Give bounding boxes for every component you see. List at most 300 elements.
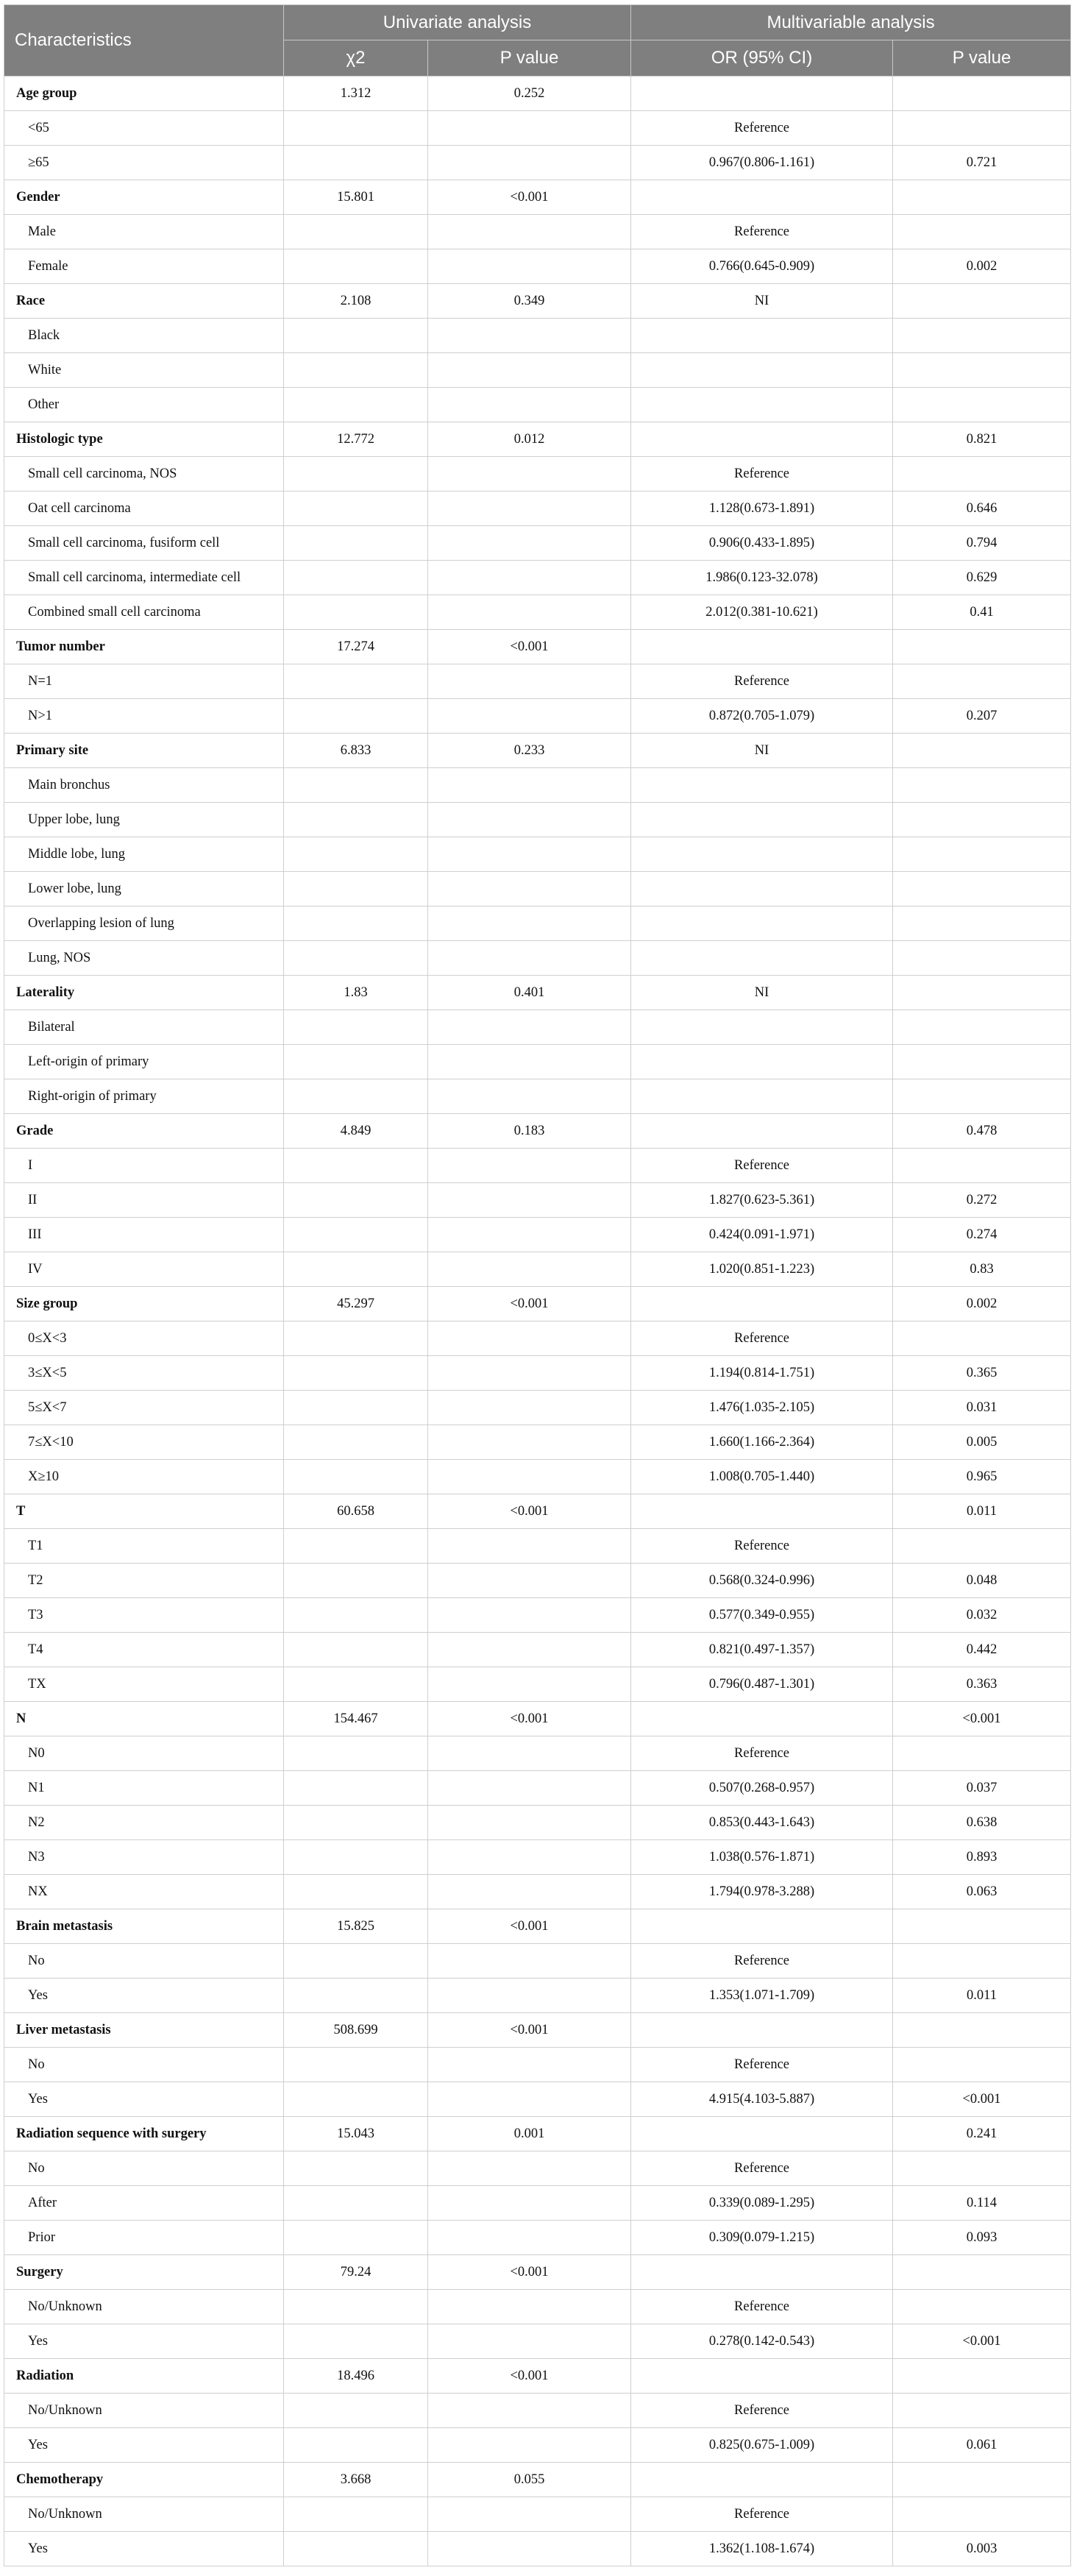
cell-characteristic: Lower lobe, lung [4, 872, 284, 906]
cell-p-value-univariate [428, 1944, 631, 1979]
cell-characteristic: Liver metastasis [4, 2013, 284, 2048]
cell-p-value-multivariable: 0.365 [893, 1356, 1071, 1391]
cell-characteristic: N=1 [4, 664, 284, 699]
cell-p-value-univariate [428, 2186, 631, 2221]
cell-p-value-multivariable: 0.965 [893, 1460, 1071, 1494]
header-multivariable: Multivariable analysis [631, 5, 1071, 40]
cell-p-value-univariate [428, 837, 631, 872]
cell-or-ci [631, 77, 893, 111]
cell-or-ci: 0.278(0.142-0.543) [631, 2324, 893, 2359]
cell-p-value-multivariable [893, 2497, 1071, 2532]
table-row-variable [4, 284, 1071, 319]
table-row-category [4, 803, 1071, 837]
cell-chi2 [284, 941, 428, 976]
cell-or-ci: 1.008(0.705-1.440) [631, 1460, 893, 1494]
cell-p-value-univariate: 0.055 [428, 2463, 631, 2497]
cell-p-value-multivariable: <0.001 [893, 2324, 1071, 2359]
cell-or-ci: 0.796(0.487-1.301) [631, 1667, 893, 1702]
table-row-variable [4, 2255, 1071, 2290]
cell-chi2 [284, 561, 428, 595]
cell-p-value-univariate [428, 1149, 631, 1183]
cell-p-value-univariate [428, 1045, 631, 1079]
cell-chi2 [284, 215, 428, 249]
cell-chi2 [284, 1079, 428, 1114]
cell-p-value-univariate: <0.001 [428, 630, 631, 664]
table-row-variable [4, 2117, 1071, 2151]
cell-or-ci [631, 353, 893, 388]
cell-p-value-univariate [428, 526, 631, 561]
cell-p-value-univariate: 0.233 [428, 734, 631, 768]
cell-chi2 [284, 1598, 428, 1633]
cell-p-value-multivariable: 0.011 [893, 1494, 1071, 1529]
cell-or-ci: Reference [631, 2394, 893, 2428]
table-row-variable [4, 1287, 1071, 1321]
cell-chi2 [284, 699, 428, 734]
table-row-category [4, 1218, 1071, 1252]
cell-or-ci: 2.012(0.381-10.621) [631, 595, 893, 630]
cell-p-value-multivariable [893, 976, 1071, 1010]
cell-or-ci: 0.906(0.433-1.895) [631, 526, 893, 561]
cell-chi2 [284, 595, 428, 630]
cell-p-value-multivariable [893, 1010, 1071, 1045]
cell-chi2 [284, 2394, 428, 2428]
cell-chi2: 1.83 [284, 976, 428, 1010]
table-row-category [4, 526, 1071, 561]
table-row-category [4, 2290, 1071, 2324]
cell-characteristic: <65 [4, 111, 284, 146]
cell-or-ci [631, 2463, 893, 2497]
cell-characteristic: I [4, 1149, 284, 1183]
cell-chi2 [284, 492, 428, 526]
table-row-variable [4, 77, 1071, 111]
cell-p-value-univariate [428, 1806, 631, 1840]
cell-characteristic: Tumor number [4, 630, 284, 664]
cell-chi2 [284, 768, 428, 803]
cell-characteristic: Radiation sequence with surgery [4, 2117, 284, 2151]
cell-p-value-univariate [428, 1460, 631, 1494]
cell-characteristic: No [4, 2048, 284, 2082]
cell-p-value-univariate [428, 1564, 631, 1598]
cell-or-ci: 1.194(0.814-1.751) [631, 1356, 893, 1391]
cell-characteristic: ≥65 [4, 146, 284, 180]
table-row-variable [4, 1114, 1071, 1149]
table-row-category [4, 1736, 1071, 1771]
cell-or-ci [631, 803, 893, 837]
table-row-category [4, 1321, 1071, 1356]
cell-characteristic: No/Unknown [4, 2290, 284, 2324]
cell-chi2 [284, 2497, 428, 2532]
cell-p-value-univariate [428, 941, 631, 976]
cell-or-ci: Reference [631, 2290, 893, 2324]
cell-characteristic: Size group [4, 1287, 284, 1321]
table-row-category [4, 1425, 1071, 1460]
cell-p-value-univariate [428, 1875, 631, 1909]
cell-or-ci [631, 2013, 893, 2048]
cell-p-value-multivariable [893, 180, 1071, 215]
cell-characteristic: Small cell carcinoma, fusiform cell [4, 526, 284, 561]
table-row-category [4, 1633, 1071, 1667]
cell-or-ci [631, 837, 893, 872]
table-row-variable [4, 1909, 1071, 1944]
cell-or-ci: 0.825(0.675-1.009) [631, 2428, 893, 2463]
cell-chi2 [284, 2082, 428, 2117]
cell-p-value-univariate [428, 492, 631, 526]
cell-or-ci: Reference [631, 1321, 893, 1356]
cell-or-ci [631, 1702, 893, 1736]
cell-or-ci: Reference [631, 2048, 893, 2082]
cell-or-ci: NI [631, 284, 893, 319]
cell-p-value-multivariable [893, 77, 1071, 111]
cell-chi2: 45.297 [284, 1287, 428, 1321]
cell-p-value-multivariable: 0.002 [893, 249, 1071, 284]
cell-p-value-univariate [428, 146, 631, 180]
cell-p-value-multivariable [893, 734, 1071, 768]
table-row-category [4, 941, 1071, 976]
cell-characteristic: Right-origin of primary [4, 1079, 284, 1114]
cell-chi2 [284, 1667, 428, 1702]
cell-p-value-univariate [428, 2324, 631, 2359]
cell-p-value-multivariable: 0.063 [893, 1875, 1071, 1909]
cell-chi2: 18.496 [284, 2359, 428, 2394]
cell-characteristic: Upper lobe, lung [4, 803, 284, 837]
cell-p-value-univariate [428, 2048, 631, 2082]
cell-p-value-multivariable [893, 215, 1071, 249]
cell-characteristic: T3 [4, 1598, 284, 1633]
table-row-category [4, 2048, 1071, 2082]
cell-or-ci: 1.476(1.035-2.105) [631, 1391, 893, 1425]
cell-p-value-univariate [428, 561, 631, 595]
table-row-variable [4, 2463, 1071, 2497]
cell-chi2 [284, 146, 428, 180]
table-row-variable [4, 2013, 1071, 2048]
cell-or-ci: 1.362(1.108-1.674) [631, 2532, 893, 2566]
cell-p-value-multivariable: 0.002 [893, 1287, 1071, 1321]
cell-characteristic: Gender [4, 180, 284, 215]
table-row-category [4, 1875, 1071, 1909]
table-row-category [4, 595, 1071, 630]
cell-chi2 [284, 1771, 428, 1806]
table-row-category [4, 1771, 1071, 1806]
cell-p-value-multivariable [893, 2255, 1071, 2290]
cell-p-value-univariate [428, 699, 631, 734]
cell-chi2 [284, 1045, 428, 1079]
cell-chi2: 6.833 [284, 734, 428, 768]
table-row-category [4, 1564, 1071, 1598]
cell-p-value-univariate: <0.001 [428, 1909, 631, 1944]
cell-characteristic: Age group [4, 77, 284, 111]
cell-p-value-multivariable [893, 2394, 1071, 2428]
cell-or-ci [631, 1079, 893, 1114]
cell-p-value-multivariable [893, 906, 1071, 941]
cell-characteristic: Overlapping lesion of lung [4, 906, 284, 941]
cell-p-value-univariate [428, 768, 631, 803]
cell-characteristic: Yes [4, 1979, 284, 2013]
cell-p-value-univariate [428, 1183, 631, 1218]
cell-or-ci [631, 1045, 893, 1079]
cell-p-value-multivariable [893, 284, 1071, 319]
cell-p-value-multivariable: 0.721 [893, 146, 1071, 180]
cell-or-ci [631, 2255, 893, 2290]
cell-characteristic: N1 [4, 1771, 284, 1806]
cell-p-value-multivariable [893, 1149, 1071, 1183]
cell-p-value-univariate [428, 215, 631, 249]
table-row-category [4, 1944, 1071, 1979]
table-row-category [4, 353, 1071, 388]
cell-chi2 [284, 872, 428, 906]
cell-characteristic: Race [4, 284, 284, 319]
cell-or-ci [631, 941, 893, 976]
cell-p-value-univariate [428, 1391, 631, 1425]
cell-p-value-multivariable: <0.001 [893, 2082, 1071, 2117]
table-row-category [4, 249, 1071, 284]
cell-or-ci [631, 388, 893, 422]
cell-p-value-univariate [428, 319, 631, 353]
cell-or-ci: 0.424(0.091-1.971) [631, 1218, 893, 1252]
cell-or-ci: 1.986(0.123-32.078) [631, 561, 893, 595]
cell-or-ci [631, 319, 893, 353]
cell-p-value-multivariable: 0.031 [893, 1391, 1071, 1425]
cell-or-ci: Reference [631, 1944, 893, 1979]
header-or-ci: OR (95% CI) [631, 40, 893, 77]
cell-chi2: 3.668 [284, 2463, 428, 2497]
table-row-variable [4, 180, 1071, 215]
cell-chi2 [284, 111, 428, 146]
cell-chi2 [284, 1736, 428, 1771]
cell-chi2 [284, 353, 428, 388]
cell-chi2 [284, 1633, 428, 1667]
cell-chi2 [284, 1183, 428, 1218]
cell-p-value-univariate: 0.183 [428, 1114, 631, 1149]
cell-p-value-univariate [428, 353, 631, 388]
cell-characteristic: T [4, 1494, 284, 1529]
cell-p-value-multivariable: 0.011 [893, 1979, 1071, 2013]
cell-p-value-multivariable: 0.442 [893, 1633, 1071, 1667]
table-row-category [4, 2324, 1071, 2359]
table-row-category [4, 388, 1071, 422]
cell-characteristic: N0 [4, 1736, 284, 1771]
cell-p-value-univariate: <0.001 [428, 2359, 631, 2394]
cell-p-value-multivariable: 0.093 [893, 2221, 1071, 2255]
cell-p-value-multivariable [893, 319, 1071, 353]
table-row-category [4, 1010, 1071, 1045]
cell-characteristic: 5≤X<7 [4, 1391, 284, 1425]
table-row-category [4, 768, 1071, 803]
cell-characteristic: Small cell carcinoma, NOS [4, 457, 284, 492]
table-row-category [4, 1252, 1071, 1287]
cell-or-ci: 0.872(0.705-1.079) [631, 699, 893, 734]
cell-p-value-univariate [428, 388, 631, 422]
cell-p-value-multivariable: 0.048 [893, 1564, 1071, 1598]
cell-p-value-multivariable [893, 1079, 1071, 1114]
cell-p-value-multivariable [893, 1944, 1071, 1979]
cell-or-ci [631, 872, 893, 906]
cell-p-value-multivariable [893, 2048, 1071, 2082]
cell-characteristic: Female [4, 249, 284, 284]
cell-p-value-univariate [428, 2290, 631, 2324]
cell-p-value-univariate: 0.001 [428, 2117, 631, 2151]
table-row-category [4, 1079, 1071, 1114]
cell-chi2: 15.043 [284, 2117, 428, 2151]
table-row-category [4, 664, 1071, 699]
cell-chi2: 17.274 [284, 630, 428, 664]
cell-p-value-multivariable: 0.114 [893, 2186, 1071, 2221]
cell-chi2 [284, 837, 428, 872]
cell-p-value-univariate [428, 1218, 631, 1252]
cell-p-value-multivariable [893, 2013, 1071, 2048]
cell-p-value-multivariable: 0.821 [893, 422, 1071, 457]
cell-p-value-univariate [428, 1667, 631, 1702]
cell-p-value-multivariable: 0.41 [893, 595, 1071, 630]
cell-p-value-multivariable: 0.363 [893, 1667, 1071, 1702]
table-row-category [4, 319, 1071, 353]
cell-p-value-multivariable: 0.037 [893, 1771, 1071, 1806]
cell-or-ci: 0.967(0.806-1.161) [631, 146, 893, 180]
cell-p-value-univariate: <0.001 [428, 2255, 631, 2290]
cell-characteristic: Other [4, 388, 284, 422]
cell-or-ci [631, 1494, 893, 1529]
cell-characteristic: X≥10 [4, 1460, 284, 1494]
cell-characteristic: NX [4, 1875, 284, 1909]
cell-chi2: 60.658 [284, 1494, 428, 1529]
cell-p-value-multivariable [893, 457, 1071, 492]
cell-characteristic: Male [4, 215, 284, 249]
cell-characteristic: Main bronchus [4, 768, 284, 803]
cell-p-value-multivariable [893, 1045, 1071, 1079]
cell-or-ci: Reference [631, 664, 893, 699]
cell-p-value-multivariable: 0.061 [893, 2428, 1071, 2463]
cell-characteristic: No/Unknown [4, 2497, 284, 2532]
cell-p-value-univariate [428, 1736, 631, 1771]
cell-p-value-multivariable [893, 768, 1071, 803]
cell-chi2 [284, 2221, 428, 2255]
cell-p-value-multivariable [893, 1529, 1071, 1564]
cell-chi2 [284, 1321, 428, 1356]
cell-characteristic: No/Unknown [4, 2394, 284, 2428]
cell-chi2 [284, 2151, 428, 2186]
cell-characteristic: Primary site [4, 734, 284, 768]
cell-characteristic: Radiation [4, 2359, 284, 2394]
cell-chi2 [284, 1460, 428, 1494]
header-univariate: Univariate analysis [284, 5, 631, 40]
cell-p-value-univariate [428, 595, 631, 630]
table-row-category [4, 1045, 1071, 1079]
table-row-category [4, 699, 1071, 734]
cell-p-value-multivariable: 0.629 [893, 561, 1071, 595]
cell-p-value-multivariable [893, 803, 1071, 837]
cell-characteristic: No [4, 1944, 284, 1979]
cell-p-value-univariate [428, 1771, 631, 1806]
cell-chi2: 79.24 [284, 2255, 428, 2290]
cell-p-value-univariate [428, 803, 631, 837]
cell-p-value-multivariable: 0.207 [893, 699, 1071, 734]
cell-chi2 [284, 457, 428, 492]
cell-characteristic: TX [4, 1667, 284, 1702]
header-p-value-univariate: P value [428, 40, 631, 77]
cell-p-value-univariate [428, 1633, 631, 1667]
cell-p-value-univariate [428, 2221, 631, 2255]
cell-p-value-multivariable: <0.001 [893, 1702, 1071, 1736]
cell-p-value-univariate [428, 1356, 631, 1391]
cell-chi2 [284, 2324, 428, 2359]
cell-or-ci: Reference [631, 215, 893, 249]
cell-p-value-univariate: 0.349 [428, 284, 631, 319]
table-row-category [4, 1840, 1071, 1875]
cell-characteristic: Laterality [4, 976, 284, 1010]
cell-characteristic: Combined small cell carcinoma [4, 595, 284, 630]
cell-characteristic: Middle lobe, lung [4, 837, 284, 872]
cell-p-value-multivariable: 0.241 [893, 2117, 1071, 2151]
cell-or-ci: Reference [631, 2497, 893, 2532]
cell-p-value-multivariable [893, 2151, 1071, 2186]
cell-characteristic: N>1 [4, 699, 284, 734]
cell-or-ci [631, 1287, 893, 1321]
cell-or-ci [631, 2117, 893, 2151]
cell-p-value-multivariable [893, 1321, 1071, 1356]
cell-p-value-univariate [428, 2532, 631, 2566]
cell-chi2: 4.849 [284, 1114, 428, 1149]
table-row-variable [4, 734, 1071, 768]
cell-characteristic: Histologic type [4, 422, 284, 457]
table-row-variable [4, 2359, 1071, 2394]
cell-chi2 [284, 2186, 428, 2221]
table-row-variable [4, 422, 1071, 457]
table-row-category [4, 2221, 1071, 2255]
cell-p-value-multivariable: 0.032 [893, 1598, 1071, 1633]
cell-p-value-multivariable [893, 388, 1071, 422]
cell-or-ci: Reference [631, 1736, 893, 1771]
cell-p-value-univariate: <0.001 [428, 1287, 631, 1321]
header-characteristics: Characteristics [4, 5, 284, 77]
cell-chi2 [284, 1944, 428, 1979]
cell-characteristic: No [4, 2151, 284, 2186]
cell-p-value-multivariable [893, 2463, 1071, 2497]
cell-characteristic: Grade [4, 1114, 284, 1149]
cell-p-value-multivariable [893, 664, 1071, 699]
cell-p-value-multivariable: 0.003 [893, 2532, 1071, 2566]
cell-or-ci [631, 768, 893, 803]
cell-p-value-multivariable [893, 630, 1071, 664]
cell-p-value-univariate [428, 1321, 631, 1356]
table-row-category [4, 1149, 1071, 1183]
table-row-category [4, 2186, 1071, 2221]
cell-characteristic: Chemotherapy [4, 2463, 284, 2497]
cell-p-value-univariate: <0.001 [428, 180, 631, 215]
cell-p-value-univariate [428, 1979, 631, 2013]
cell-p-value-univariate [428, 1079, 631, 1114]
cell-chi2 [284, 1806, 428, 1840]
table-row-category [4, 492, 1071, 526]
cell-characteristic: Lung, NOS [4, 941, 284, 976]
cell-p-value-univariate [428, 664, 631, 699]
cell-chi2 [284, 319, 428, 353]
cell-or-ci: 0.507(0.268-0.957) [631, 1771, 893, 1806]
cell-characteristic: 7≤X<10 [4, 1425, 284, 1460]
cell-characteristic: Yes [4, 2428, 284, 2463]
table-row-category [4, 146, 1071, 180]
cell-p-value-multivariable [893, 872, 1071, 906]
table-row-category [4, 111, 1071, 146]
table-row-category [4, 906, 1071, 941]
cell-chi2 [284, 1391, 428, 1425]
table-row-variable [4, 630, 1071, 664]
cell-chi2: 2.108 [284, 284, 428, 319]
cell-p-value-univariate [428, 1010, 631, 1045]
cell-characteristic: Bilateral [4, 1010, 284, 1045]
cell-or-ci: 4.915(4.103-5.887) [631, 2082, 893, 2117]
cell-p-value-univariate [428, 1425, 631, 1460]
cell-p-value-multivariable: 0.83 [893, 1252, 1071, 1287]
cell-characteristic: After [4, 2186, 284, 2221]
